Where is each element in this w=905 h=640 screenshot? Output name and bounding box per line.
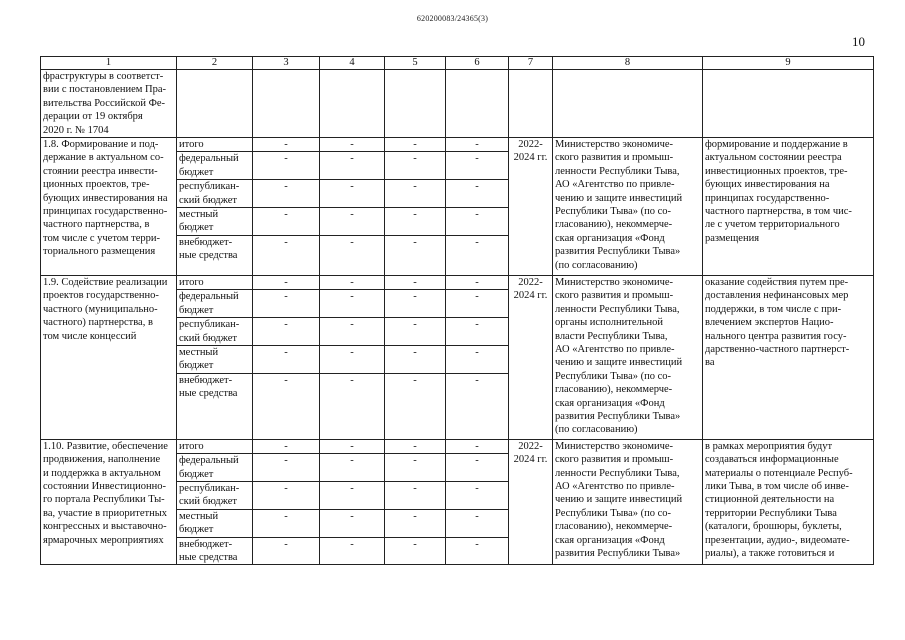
period: 2022- 2024 гг. [509, 138, 553, 276]
period: 2022- 2024 гг. [509, 439, 553, 565]
value-cell: - [446, 208, 509, 236]
value-cell: - [320, 373, 385, 439]
expected-result: оказание содействия путем пре- доставления нефинансовых мер поддержки, в том числе с при- влечением экспертов Нацио- нального центра развития госу- дарственно-частного партнерст- ва [703, 275, 874, 439]
value-cell: - [253, 454, 320, 482]
value-cell: - [446, 275, 509, 289]
value-cell: - [253, 318, 320, 346]
value-cell: - [446, 509, 509, 537]
value-cell: - [320, 152, 385, 180]
funding-source: внебюджет- ные средства [177, 235, 253, 275]
funding-source: местный бюджет [177, 509, 253, 537]
funding-source: внебюджет- ные средства [177, 537, 253, 565]
value-cell: - [446, 345, 509, 373]
column-number-row [41, 57, 874, 70]
value-cell: - [320, 454, 385, 482]
expected-result: формирование и поддержание в актуальном состоянии реестра инвестиционных проектов, тре- бующих инвестирования на принципах государственно- частного партнерства, в том чис- ле с учетом территориального размещения [703, 138, 874, 276]
value-cell: - [253, 439, 320, 453]
value-cell: - [446, 138, 509, 152]
funding-source: местный бюджет [177, 345, 253, 373]
value-cell: - [385, 208, 446, 236]
value-cell: - [253, 208, 320, 236]
column-header: 6 [446, 57, 509, 70]
value-cell: - [446, 152, 509, 180]
value-cell: - [253, 152, 320, 180]
measure-title: 1.8. Формирование и под- держание в актуальном со- стоянии реестра инвести- ционных проектов, тре- бующих инвестирования на принципах государственно- частного партнерства, в том числе с учетом терри- ториального размещения [41, 138, 177, 276]
value-cell: - [385, 454, 446, 482]
expected-result: в рамках мероприятия будут создаваться информационные материалы о потенциале Респуб- лики Тыва, в том числе об инве- стиционной деятельности на территории Республики Тыва (каталоги, брошюры, буклеты, презентации, аудио-, видеомате- риалы), а также готовиться и [703, 439, 874, 565]
executors: Министерство экономиче- ского развития и промыш- ленности Республики Тыва, органы исполнительной власти Республики Тыва, АО «Агентство по привле- чению и защите инвестиций Республики Тыва» (по со- гласованию), некоммерче- ская организация «Фонд развития Республики Тыва» (по согласованию) [553, 275, 703, 439]
table-row [41, 275, 874, 289]
value-cell: - [385, 180, 446, 208]
column-header: 1 [41, 57, 177, 70]
value-cell: - [320, 208, 385, 236]
value-cell: - [320, 509, 385, 537]
value-cell: - [253, 138, 320, 152]
value-cell: - [446, 439, 509, 453]
executors: Министерство экономиче- ского развития и промыш- ленности Республики Тыва, АО «Агентство по привле- чению и защите инвестиций Республики Тыва» (по со- гласованию), некоммерче- ская организация «Фонд развития Республики Тыва» [553, 439, 703, 565]
value-cell: - [320, 138, 385, 152]
value-cell: - [320, 439, 385, 453]
value-cell: - [253, 373, 320, 439]
funding-source: республикан- ский бюджет [177, 180, 253, 208]
column-header: 2 [177, 57, 253, 70]
value-cell: - [253, 345, 320, 373]
funding-source: внебюджет- ные средства [177, 373, 253, 439]
measure-title: 1.10. Развитие, обеспечение продвижения, наполнение и поддержка в актуальном состоянии Инвестиционно- го портала Республики Ты- ва, участие в приоритетных конгрессных и выставочно- ярмарочных мероприятиях [41, 439, 177, 565]
document-code: 620200083/24365(3) [416, 14, 489, 23]
value-cell: - [320, 180, 385, 208]
funding-source: федеральный бюджет [177, 290, 253, 318]
funding-source: итого [177, 275, 253, 289]
value-cell: - [385, 318, 446, 346]
funding-source: местный бюджет [177, 208, 253, 236]
column-header: 5 [385, 57, 446, 70]
funding-source: федеральный бюджет [177, 152, 253, 180]
executors: Министерство экономиче- ского развития и промыш- ленности Республики Тыва, АО «Агентство по привле- чению и защите инвестиций Республики Тыва» (по со- гласованию), некоммерче- ская организация «Фонд развития Республики Тыва» (по согласованию) [553, 138, 703, 276]
value-cell: - [320, 235, 385, 275]
funding-source: итого [177, 138, 253, 152]
value-cell: - [253, 235, 320, 275]
column-header: 7 [509, 57, 553, 70]
value-cell: - [385, 345, 446, 373]
continuation-text: фраструктуры в соответст- вии с постановлением Пра- вительства Российской Фе- дерации от 19 октября 2020 г. № 1704 [41, 70, 177, 138]
value-cell: - [253, 290, 320, 318]
value-cell: - [385, 235, 446, 275]
column-header: 9 [703, 57, 874, 70]
table-row [41, 138, 874, 152]
value-cell: - [385, 439, 446, 453]
table-row [41, 439, 874, 453]
column-header: 3 [253, 57, 320, 70]
continuation-row [41, 70, 874, 138]
value-cell: - [253, 275, 320, 289]
value-cell: - [446, 235, 509, 275]
value-cell: - [385, 275, 446, 289]
measure-title: 1.9. Содействие реализации проектов государственно- частного (муниципально- частного) партнерства, в том числе концессий [41, 275, 177, 439]
value-cell: - [320, 345, 385, 373]
value-cell: - [253, 509, 320, 537]
value-cell: - [446, 290, 509, 318]
value-cell: - [320, 481, 385, 509]
value-cell: - [253, 180, 320, 208]
page-number: 10 [852, 34, 865, 49]
value-cell: - [385, 509, 446, 537]
value-cell: - [320, 318, 385, 346]
value-cell: - [385, 481, 446, 509]
funding-source: итого [177, 439, 253, 453]
funding-source: федеральный бюджет [177, 454, 253, 482]
value-cell: - [446, 318, 509, 346]
value-cell: - [385, 152, 446, 180]
column-header: 4 [320, 57, 385, 70]
value-cell: - [446, 454, 509, 482]
value-cell: - [385, 373, 446, 439]
value-cell: - [385, 138, 446, 152]
value-cell: - [385, 290, 446, 318]
value-cell: - [253, 537, 320, 565]
value-cell: - [446, 180, 509, 208]
value-cell: - [320, 537, 385, 565]
value-cell: - [320, 275, 385, 289]
funding-source: республикан- ский бюджет [177, 481, 253, 509]
value-cell: - [253, 481, 320, 509]
program-table [40, 56, 874, 565]
column-header: 8 [553, 57, 703, 70]
funding-source: республикан- ский бюджет [177, 318, 253, 346]
value-cell: - [446, 537, 509, 565]
value-cell: - [446, 481, 509, 509]
value-cell: - [385, 537, 446, 565]
period: 2022- 2024 гг. [509, 275, 553, 439]
value-cell: - [320, 290, 385, 318]
value-cell: - [446, 373, 509, 439]
